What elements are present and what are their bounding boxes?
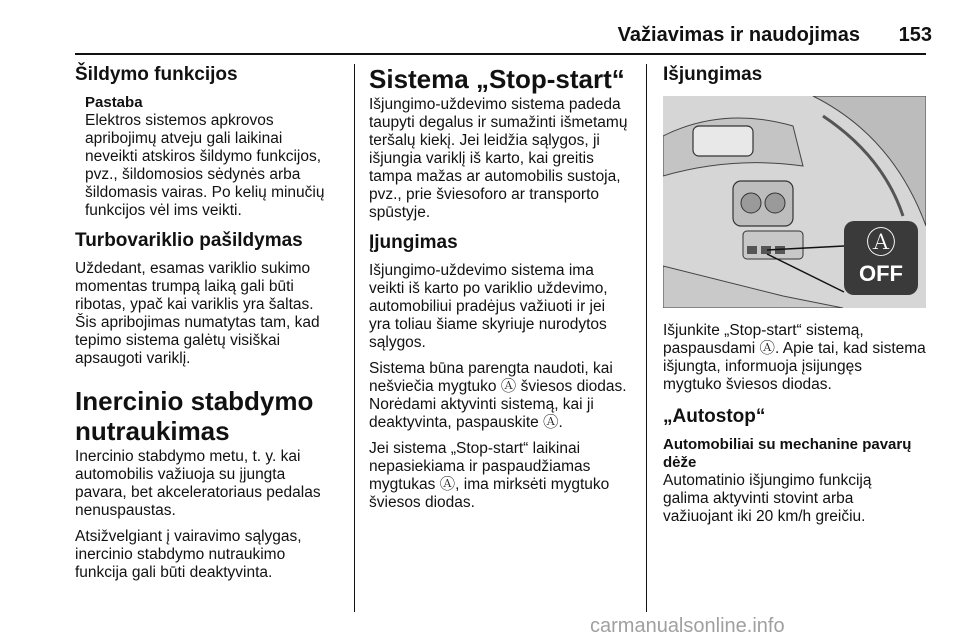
activation-paragraph-3: Jei sistema „Stop-start“ laikinai nepasiekiama ir paspaudžiamas mygtukas Ⓐ, ima mirksėti mygtuko šviesos diodas. (369, 440, 610, 511)
subheading-manual-gearbox: Automobiliai su mechanine pavarų dėže (663, 436, 912, 471)
heading-deactivation: Išjungimas (663, 64, 763, 85)
off-label: OFF (859, 261, 903, 286)
note-text: Elektros sistemos apkrovos apribojimų atveju gali laikinai neveikti atskiros šildymo funkcijos, pvz., šildomosios sėdynės arba šildomasis vairas. Po kelių minučių funkcijos vėl ims veikti. (85, 112, 325, 219)
heading-activation: Įjungimas (369, 232, 458, 253)
inertia-paragraph-1: Inercinio stabdymo metu, t. y. kai automobilis važiuoja su įjungta pavara, bet akceleratoriaus pedalas nenuspaustas. (75, 448, 321, 519)
manual-gearbox-paragraph: Automatinio išjungimo funkciją galima aktyvinti stovint arba važiuojant iki 20 km/h greičiu. (663, 472, 872, 525)
heading-stop-start-system: Sistema „Stop-start“ (369, 64, 625, 94)
stop-start-intro: Išjungimo-uždevimo sistema padeda taupyti degalus ir sumažinti išmetamų teršalų kiekį. Jei leidžia sąlygos, ji išjungia variklį iš karto, kai greitis tampa mažas ar automobilis sustoja, pvz., prie šviesoforo ar transporto spūstyje. (369, 96, 628, 221)
activation-paragraph-2: Sistema būna parengta naudoti, kai nešviečia mygtuko Ⓐ šviesos diodas. Norėdami aktyvinti sistemą, kai ji deaktyvinta, paspauskite Ⓐ. (369, 360, 627, 431)
inertia-paragraph-2: Atsižvelgiant į vairavimo sąlygas, inercinio stabdymo nutraukimo funkcija gali būti deaktyvinta. (75, 528, 302, 581)
heading-heating-functions: Šildymo funkcijos (75, 64, 238, 85)
header-rule (75, 53, 926, 55)
watermark: carmanualsonline.info (590, 615, 785, 637)
note-block (75, 94, 345, 220)
turbo-paragraph: Uždedant, esamas variklio sukimo momentas trumpą laiką gali būti ribotas, ypač kai variklis yra šaltas. Šis apribojimas numatytas tam, kad tepimo sistema galėtų visiškai apsaugoti variklį. (75, 260, 320, 367)
activation-paragraph-1: Išjungimo-uždevimo sistema ima veikti iš karto po variklio uždevimo, automobiliui pradėjus važiuoti ir jei yra toliau šiame skyriuje nurodytos sąlygos. (369, 262, 608, 351)
auto-stop-start-off-icon: Ⓐ (866, 226, 896, 261)
column-1 (75, 64, 345, 590)
heading-autostop: „Autostop“ (663, 406, 766, 427)
column-divider-2 (646, 64, 647, 612)
page-number: 153 (898, 24, 932, 46)
column-2 (369, 64, 637, 520)
dashboard-illustration (663, 96, 926, 308)
note-label: Pastaba (85, 94, 143, 111)
heading-inertia-braking: Inercinio stabdymo nutraukimas (75, 386, 314, 446)
heading-turbo-warmup: Turbovariklio pašildymas (75, 230, 303, 251)
running-header-title: Važiavimas ir naudojimas (617, 24, 860, 46)
deactivation-paragraph: Išjunkite „Stop-start“ sistemą, paspausdami Ⓐ. Apie tai, kad sistema išjungta, informuoja įsijungęs mygtuko šviesos diodas. (663, 322, 926, 393)
stop-start-off-button (844, 221, 918, 295)
column-3 (663, 64, 933, 534)
column-divider-1 (354, 64, 355, 612)
